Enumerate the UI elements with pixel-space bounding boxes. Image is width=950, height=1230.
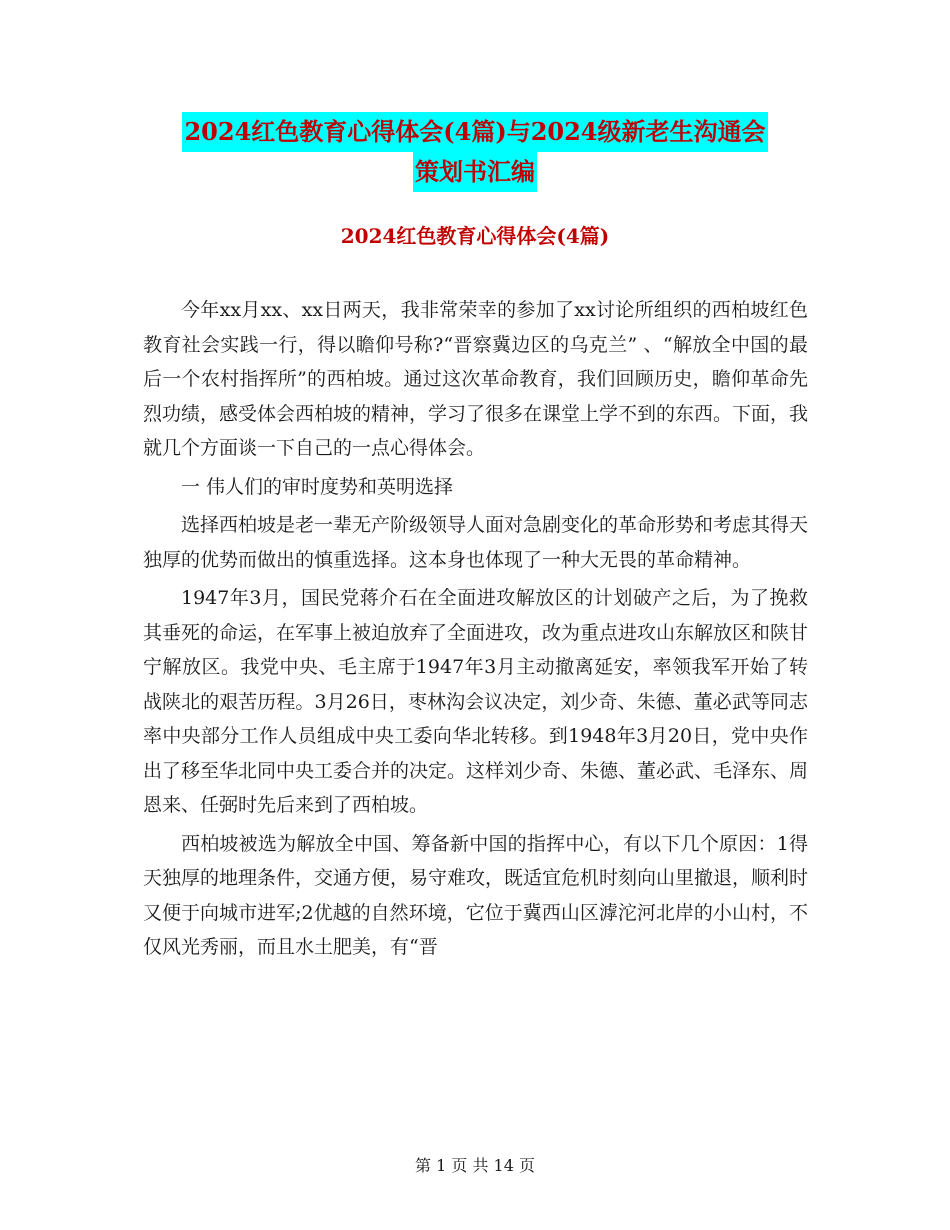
section-title: 2024红色教育心得体会(4篇) (340, 224, 610, 248)
subheading: 一 伟人们的审时度势和英明选择 (181, 475, 454, 498)
page-footer: 第 1 页 共 14 页 (415, 1156, 535, 1175)
body-text (143, 293, 808, 965)
paragraph: 1947年3月，国民党蒋介石在全面进攻解放区的计划破产之后，为了挽救其垂死的命运，在军事上被迫放弃了全面进攻，改为重点进攻山东解放区和陕甘宁解放区。我党中央、毛主席于1947年3月主动撤离延安，率领我军开始了转战陕北的艰苦历程。3月26日，枣林沟会议决定，刘少奇、朱德、董必武等同志率中央部分工作人员组成中央工委向华北转移。到1948年3月20日，党中央作出了移至华北同中央工委合并的决定。这样刘少奇、朱德、董必武、毛泽东、周恩来、任弼时先后来到了西柏坡。 (143, 587, 809, 816)
paragraph: 今年xx月xx、xx日两天，我非常荣幸的参加了xx讨论所组织的西柏坡红色教育社会实践一行，得以瞻仰号称?“晋察冀边区的乌克兰” 、“解放全中国的最后一个农村指挥所”的西柏坡。通过这次革命教育，我们回顾历史，瞻仰革命先烈功绩，感受体会西柏坡的精神，学习了很多在课堂上学不到的东西。下面，我就几个方面谈一下自己的一点心得体会。 (143, 299, 809, 459)
title-line-2: 策划书汇编 (413, 152, 537, 192)
paragraph: 选择西柏坡是老一辈无产阶级领导人面对急剧变化的革命形势和考虑其得天独厚的优势而做出的慎重选择。这本身也体现了一种大无畏的革命精神。 (143, 514, 809, 571)
paragraph: 西柏坡被选为解放全中国、筹备新中国的指挥中心，有以下几个原因：1得天独厚的地理条件，交通方便，易守难攻，既适宜危机时刻向山里撤退，顺利时又便于向城市进军;2优越的自然环境，它位于冀西山区滹沱河北岸的小山村，不仅风光秀丽，而且水土肥美，有“晋 (143, 832, 809, 958)
document-title (0, 112, 950, 192)
title-line-1: 2024红色教育心得体会(4篇)与2024级新老生沟通会 (182, 112, 767, 152)
